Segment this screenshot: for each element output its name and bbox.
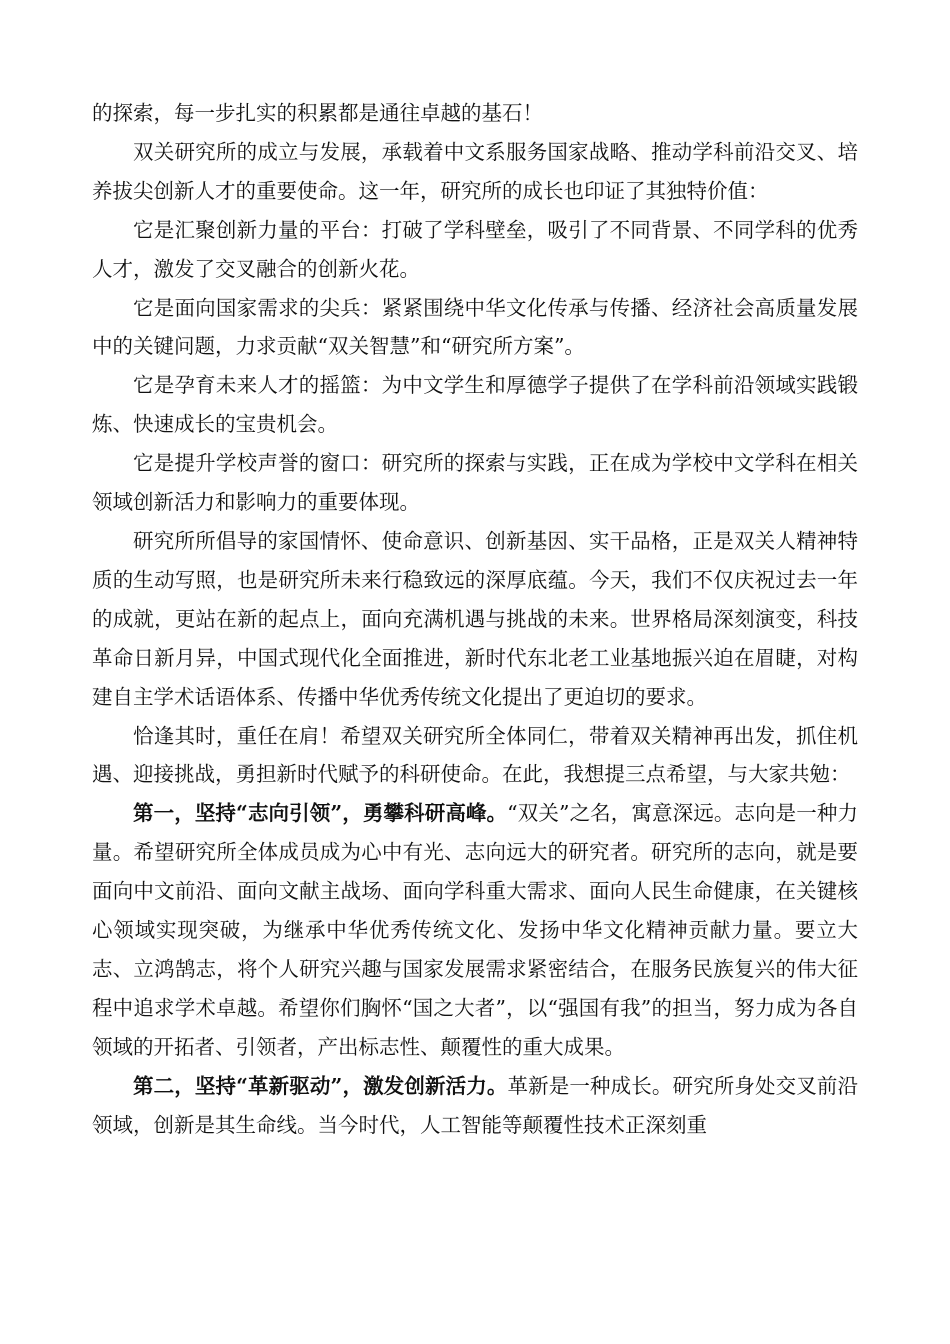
paragraph-text: 研究所所倡导的家国情怀、使命意识、创新基因、实干品格，正是双关人精神特质的生动写照，也是研究所未来行稳致远的深厚底蕴。今天，我们不仅庆祝过去一年的成就，更站在新的起点上，面向充满机遇与挑战的未来。世界格局深刻演变，科技革命日新月异，中国式现代化全面推进，新时代东北老工业基地振兴迫在眉睫，对构建自主学术话语体系、传播中华优秀传统文化提出了更迫切的要求。 [92, 528, 858, 709]
paragraph-innovation-platform [92, 211, 858, 289]
paragraph-heading: 第二，坚持“革新驱动”，激发创新活力。 [133, 1073, 508, 1098]
paragraph-talent-cradle [92, 366, 858, 444]
paragraph-text: 它是提升学校声誉的窗口：研究所的探索与实践，正在成为学校中文学科在相关领域创新活力和影响力的重要体现。 [92, 451, 858, 515]
paragraph-second-hope [92, 1067, 858, 1145]
paragraph-institute-mission [92, 133, 858, 211]
paragraph-text: 它是汇聚创新力量的平台：打破了学科壁垒，吸引了不同背景、不同学科的优秀人才，激发了交叉融合的创新火花。 [92, 217, 858, 281]
document-page [92, 94, 858, 1144]
paragraph-text: 它是面向国家需求的尖兵：紧紧围绕中华文化传承与传播、经济社会高质量发展中的关键问题，力求贡献“双关智慧”和“研究所方案”。 [92, 295, 858, 359]
paragraph-spirit-future [92, 522, 858, 717]
paragraph-text: 的探索，每一步扎实的积累都是通往卓越的基石！ [92, 101, 543, 125]
paragraph-national-needs [92, 289, 858, 367]
paragraph-text: “双关”之名，寓意深远。志向是一种力量。希望研究所全体成员成为心中有光、志向远大的研究者。研究所的志向，就是要面向中文前沿、面向文献主战场、面向学科重大需求、面向人民生命健康，在关键核心领域实现突破，为继承中华优秀传统文化、发扬中华文化精神贡献力量。要立大志、立鸿鹄志，将个人研究兴趣与国家发展需求紧密结合，在服务民族复兴的伟大征程中追求学术卓越。希望你们胸怀“国之大者”，以“强国有我”的担当，努力成为各自领域的开拓者、引领者，产出标志性、颠覆性的重大成果。 [92, 801, 858, 1059]
paragraph-first-hope [92, 794, 858, 1066]
paragraph-text: 革新是一种成长。研究所身处交叉前沿领域，创新是其生命线。当今时代，人工智能等颠覆性技术正深刻重 [92, 1073, 858, 1137]
paragraph-text: 双关研究所的成立与发展，承载着中文系服务国家战略、推动学科前沿交叉、培养拔尖创新人才的重要使命。这一年，研究所的成长也印证了其独特价值： [92, 139, 858, 203]
paragraph-three-hopes-intro [92, 717, 858, 795]
paragraph-reputation-window [92, 444, 858, 522]
paragraph-text: 它是孕育未来人才的摇篮：为中文学生和厚德学子提供了在学科前沿领域实践锻炼、快速成长的宝贵机会。 [92, 373, 858, 437]
paragraph-continuation [92, 94, 858, 133]
paragraph-text: 恰逢其时，重任在肩！希望双关研究所全体同仁，带着双关精神再出发，抓住机遇、迎接挑战，勇担新时代赋予的科研使命。在此，我想提三点希望，与大家共勉： [92, 723, 858, 787]
paragraph-heading: 第一，坚持“志向引领”，勇攀科研高峰。 [133, 801, 508, 826]
